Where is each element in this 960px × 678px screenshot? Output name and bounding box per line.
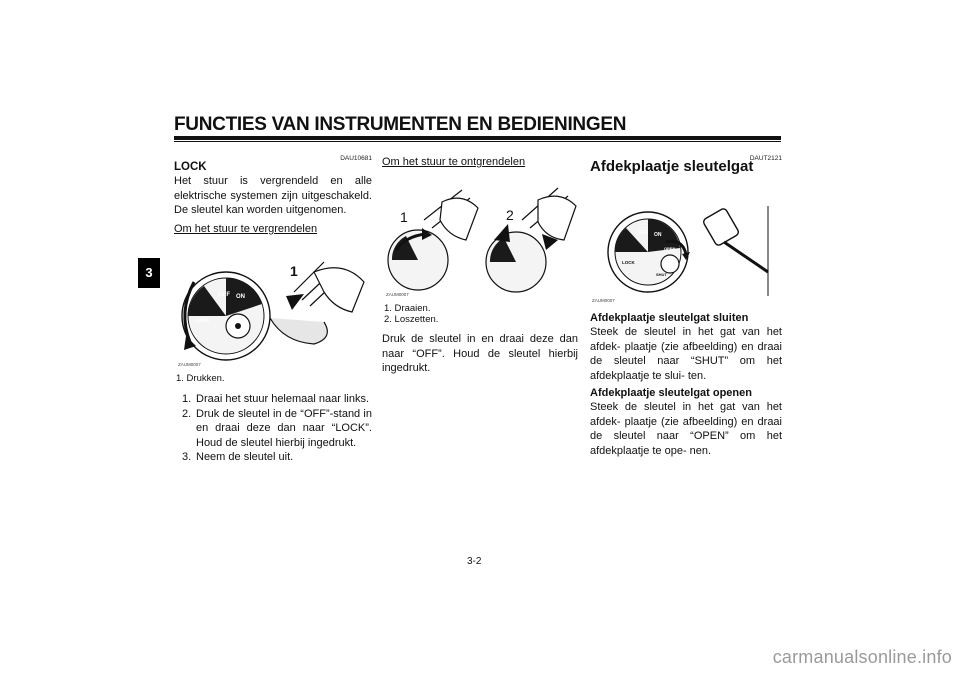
- open-paragraph: Steek de sleutel in het gat van het afdek- plaatje (zie afbeelding) en draai de sleutel naar “OPEN” om het afdekplaatje te ope- nen.: [590, 401, 782, 457]
- list-item: 2. Druk de sleutel in de “OFF”-stand in en draai deze dan naar “LOCK”. Houd de sleutel hierbij ingedrukt.: [182, 407, 372, 449]
- unlock-subheading: Om het stuur te ontgrendelen: [382, 156, 526, 168]
- title-rule: [174, 136, 781, 140]
- chapter-tab: 3: [138, 258, 160, 288]
- figure-code: ZAUM0007: [592, 298, 615, 303]
- section-code: DAU10681: [340, 155, 372, 162]
- title-rule-thin: [174, 141, 781, 142]
- section-heading-keyhole-cover: Afdekplaatje sleutelgat: [590, 158, 754, 175]
- page-number: 3-2: [467, 556, 482, 567]
- figure-caption-1: 1. Draaien.: [384, 303, 431, 314]
- switch-label-lock: LOCK: [622, 260, 635, 265]
- figure-code: ZAUM0007: [386, 292, 409, 297]
- switch-label-off: OFF: [218, 292, 230, 298]
- unlock-paragraph: Druk de sleutel in en draai deze dan naar “OFF”. Houd de sleutel hierbij ingedrukt.: [382, 333, 578, 374]
- watermark: carmanualsonline.info: [772, 647, 952, 667]
- close-heading: Afdekplaatje sleutelgat sluiten: [590, 312, 749, 324]
- callout-2: 2: [506, 207, 514, 223]
- section-heading-lock: LOCK: [174, 161, 207, 173]
- figure-caption: 1. Drukken.: [176, 373, 225, 384]
- figure-lock: [174, 252, 372, 370]
- figure-unlock: [382, 180, 578, 300]
- page-title: FUNCTIES VAN INSTRUMENTEN EN BEDIENINGEN: [174, 114, 627, 135]
- lock-paragraph: Het stuur is vergrendeld en alle elektrische systemen zijn uitgeschakeld. De sleutel kan worden uitgenomen.: [174, 175, 372, 216]
- figure-code: ZAUM0007: [178, 362, 201, 367]
- switch-label-open: OPEN: [664, 246, 676, 251]
- open-heading: Afdekplaatje sleutelgat openen: [590, 387, 752, 399]
- lock-subheading: Om het stuur te vergrendelen: [174, 223, 318, 235]
- callout-1: 1: [290, 263, 298, 279]
- switch-label-off: OFF: [638, 230, 648, 236]
- switch-label-on: ON: [654, 232, 662, 238]
- close-paragraph: Steek de sleutel in het gat van het afdek- plaatje (zie afbeelding) en draai de sleutel naar “SHUT” om het afdekplaatje te slui- ten.: [590, 326, 782, 382]
- switch-label-shut: SHUT: [656, 272, 667, 277]
- section-code: DAUT2121: [749, 155, 782, 162]
- figure-caption-2: 2. Loszetten.: [384, 314, 439, 325]
- ignition-switch-illustration: [174, 252, 372, 370]
- switch-label-lock: LOCK: [194, 318, 210, 324]
- switch-label-on: ON: [236, 294, 245, 300]
- figure-keyhole-cover: [590, 202, 782, 306]
- keyhole-cover-illustration: [590, 202, 782, 306]
- list-item: 1. Draai het stuur helemaal naar links.: [182, 393, 370, 405]
- callout-1: 1: [400, 209, 408, 225]
- list-item: 3. Neem de sleutel uit.: [182, 451, 294, 463]
- lock-steps: [174, 392, 372, 465]
- unlock-illustration: [382, 180, 578, 300]
